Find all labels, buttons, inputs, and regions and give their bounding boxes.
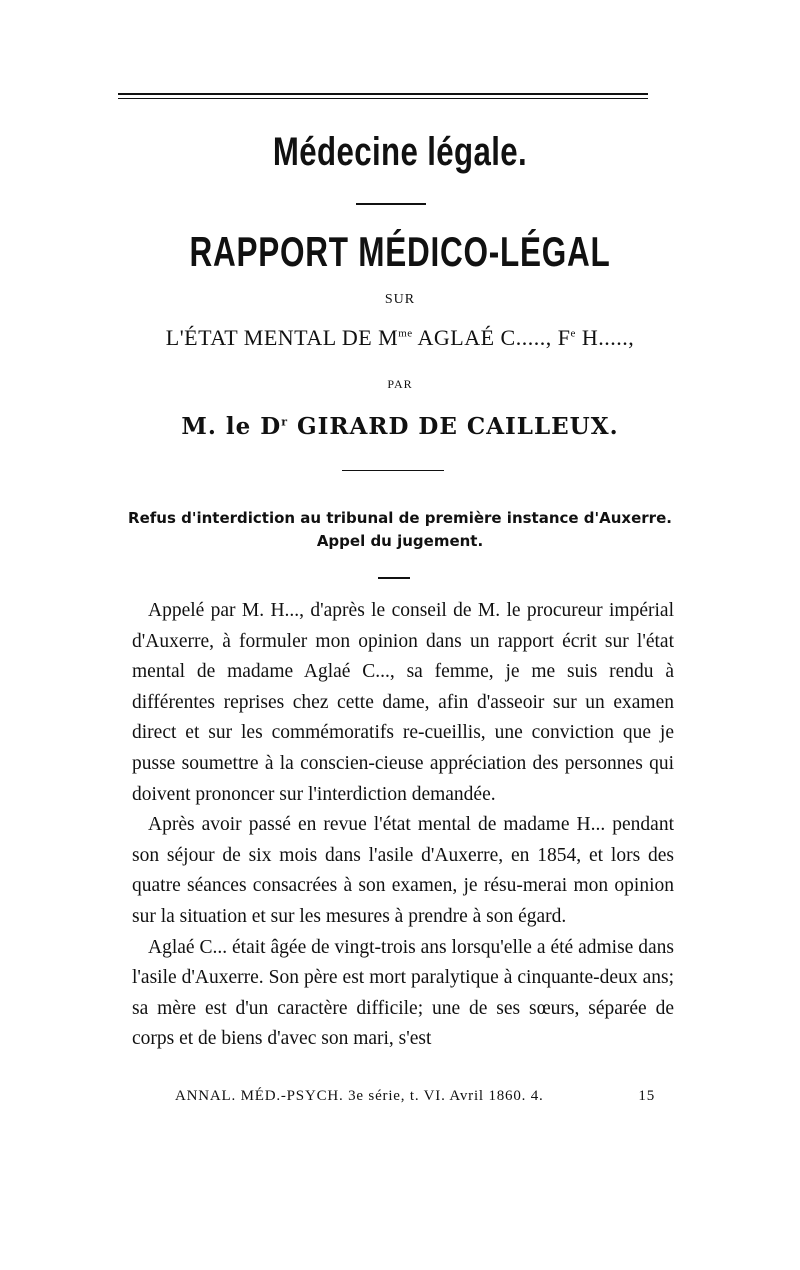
- note-line-2: Appel du jugement.: [316, 532, 484, 550]
- top-rule: [118, 93, 648, 95]
- note-divider: [378, 577, 410, 579]
- par-label: PAR: [387, 377, 413, 391]
- sur-label: SUR: [384, 292, 416, 307]
- paragraph-2: Après avoir passé en revue l'état mental de madame H... pendant son séjour de six mois dans l'asile d'Auxerre, en 1854, et lors des quatre séances consacrées à son examen, je résu-merai mon opinion sur la situation et sur les mesures à prendre à son égard.: [132, 814, 674, 927]
- note-line-1: Refus d'interdiction au tribunal de première instance d'Auxerre.: [128, 509, 672, 527]
- section-title: Médecine légale.: [272, 130, 528, 174]
- paragraph-3: Aglaé C... était âgée de vingt-trois ans lorsqu'elle a été admise dans l'asile d'Auxerre. Son père est mort paralytique à cinquante-deux ans; sa mère est d'un caractère difficile; une de ses sœurs, séparée de corps et de biens d'avec son mari, s'est: [132, 936, 674, 1050]
- body-text: [132, 596, 674, 1055]
- report-subtitle: L'ÉTAT MENTAL DE $M^{me}$ AGLAÉ C....., $F^e$ H.....,: [165, 325, 635, 350]
- page-number: 15: [638, 1088, 655, 1104]
- top-rule-thin: [118, 98, 648, 99]
- report-title: RAPPORT MÉDICO-LÉGAL: [189, 228, 611, 275]
- journal-reference: ANNAL. MÉD.-PSYCH. 3e série, t. VI. Avril 1860. 4.: [175, 1088, 544, 1104]
- author-divider: [342, 470, 444, 471]
- footer: [175, 1088, 655, 1105]
- title-divider: [356, 203, 426, 205]
- paragraph-1: Appelé par M. H..., d'après le conseil de M. le procureur impérial d'Auxerre, à formuler mon opinion dans un rapport écrit sur l'état mental de madame Aglaé C..., sa femme, je me suis rendu à différentes reprises chez cette dame, afin d'asseoir sur un examen direct et sur les commémoratifs re-cueillis, une conviction que je pusse soumettre à la conscien-cieuse appréciation des personnes qui doivent prononcer sur l'interdiction demandée.: [132, 600, 674, 805]
- author-line: M. le $D^r$ GIRARD DE CAILLEUX.: [181, 413, 619, 440]
